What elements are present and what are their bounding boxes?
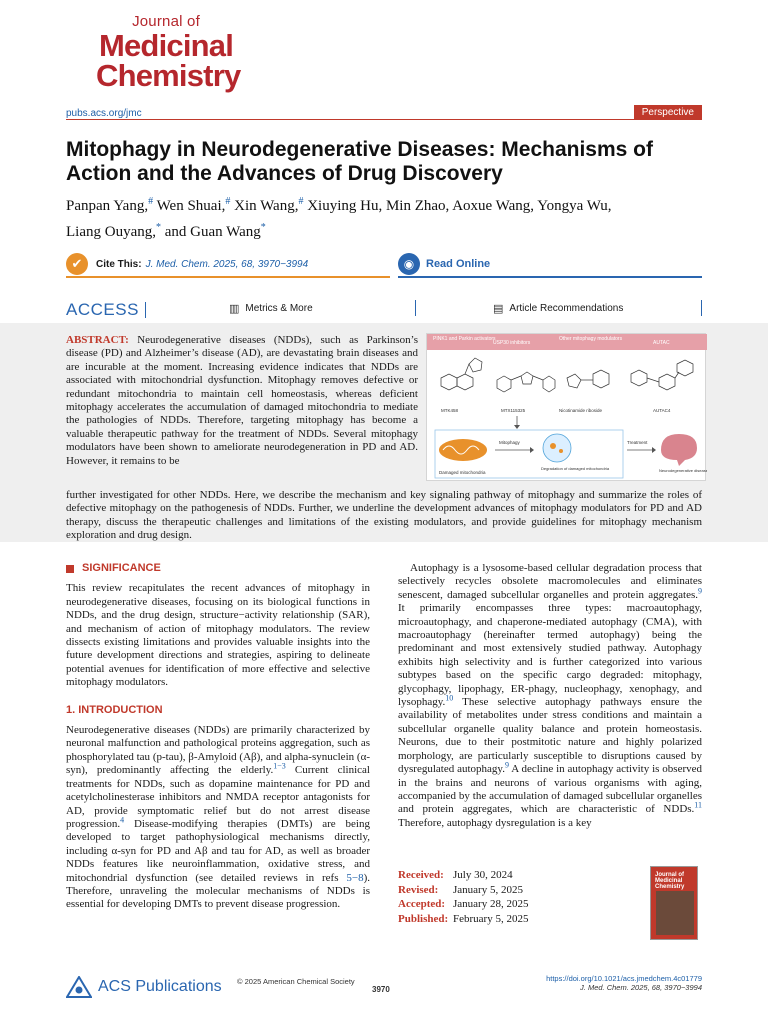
- footer-citation: J. Med. Chem. 2025, 68, 3970−3994: [580, 983, 702, 992]
- body-text: It primarily encompasses three types: macroautophagy, microautophagy, and chaperone-mediated autophagy (CMA), with macroautophagy (hereinafter termed autophagy) being the predominant and most extensively studied pathway. Autophagy exhibits high selectivity and is further categorized into various subtypes based on the specific cargo degraded: mitophagy, glycophagy, lipophagy, ER-phagy, nucleophagy, xenophagy, and lysophagy.: [398, 602, 702, 709]
- author-mark[interactable]: #: [298, 196, 304, 207]
- copyright-text: © 2025 American Chemical Society: [237, 977, 355, 986]
- toc-category-label: PINK1 and Parkin activators: [433, 336, 496, 342]
- author-name: Wen Shuai,: [156, 198, 226, 214]
- arrow-right-icon: [652, 447, 656, 453]
- process-label: Treatment: [627, 440, 648, 445]
- toc-category-label: USP30 inhibitors: [493, 340, 531, 346]
- molecule-structure-icon: [497, 372, 555, 392]
- date-label: Received:: [398, 869, 444, 881]
- acs-logo-icon: [66, 976, 92, 998]
- brain-icon: [661, 434, 697, 466]
- arrow-down-icon: [514, 425, 520, 429]
- cover-title-line: Chemistry: [655, 884, 685, 890]
- access-divider: [415, 300, 416, 316]
- doi-block: [546, 974, 702, 992]
- recommendations-label: Article Recommendations: [509, 303, 624, 314]
- process-label: Neurodegenerative diseases: [659, 468, 707, 473]
- toc-figure: [427, 334, 707, 482]
- compound-label: Nicotinamide riboside: [559, 408, 603, 413]
- cite-reference-link[interactable]: J. Med. Chem. 2025, 68, 3970−3994: [145, 258, 309, 270]
- cite-this-bar[interactable]: [66, 252, 390, 278]
- process-label: Mitophagy: [499, 440, 520, 445]
- intro-text: Neurodegenerative diseases (NDDs) are primarily characterized by neuronal malfunction and pathological proteins aggregation, such as phosphorylated tau (p-tau), β-Amyloid (Aβ), and alpha-synuclein (α-syn), predominantly affecting the elderly.: [66, 724, 370, 777]
- doi-link[interactable]: https://doi.org/10.1021/acs.jmedchem.4c01779: [546, 974, 702, 983]
- date-label: Accepted:: [398, 898, 446, 910]
- metrics-label: Metrics & More: [245, 303, 313, 314]
- date-value: July 30, 2024: [453, 869, 513, 881]
- article-type-badge: Perspective: [634, 105, 702, 120]
- lysosome-icon: [550, 443, 556, 449]
- date-row: [398, 912, 528, 927]
- abstract-label: ABSTRACT:: [66, 334, 129, 346]
- significance-heading: [66, 562, 370, 575]
- date-value: January 28, 2025: [453, 898, 529, 910]
- left-column: [66, 562, 370, 912]
- introduction-paragraph: [66, 724, 370, 912]
- journal-logo-line1: Journal of: [132, 13, 200, 30]
- author-name: Panpan Yang,: [66, 198, 149, 214]
- compound-label: AUTAC4: [653, 408, 671, 413]
- read-online-bar[interactable]: [398, 252, 702, 278]
- date-value: January 5, 2025: [453, 883, 523, 896]
- date-row: [398, 868, 528, 883]
- reference-link[interactable]: 5−8: [346, 871, 364, 884]
- access-label: ACCESS: [66, 300, 139, 319]
- significance-text: This review recapitulates the recent advances of mitophagy in neurodegenerative diseases, focusing on its biological functions in NDDs, and the drug design, structure−activity relationship (SAR), and mechanism of action of mitophagy modulators. The review dissects existing limitations and provides valuable insights into the future development directions and strategies, aspiring to delineate potential avenues for identification of more effective and selective mitophagy modulators.: [66, 582, 370, 689]
- cite-label: Cite This:: [96, 258, 142, 270]
- reference-link[interactable]: 9: [698, 586, 702, 596]
- journal-logo-line3: Chemistry: [96, 58, 241, 93]
- process-label: Damaged mitochondria: [439, 470, 486, 475]
- body-text: A decline in autophagy activity is observed in the brains and neurons of various organisms with aging, accompanied by the accumulation of damaged subcellular organelles and protein aggregates, which are characteristic of NDDs.: [398, 763, 703, 816]
- globe-icon: ◉: [398, 253, 420, 275]
- toc-category-label: AUTAC: [653, 340, 670, 346]
- author-mark[interactable]: #: [225, 196, 231, 207]
- access-divider: [145, 302, 146, 318]
- date-label: Published:: [398, 912, 449, 925]
- intro-text: Disease-modifying therapies (DMTs) are being developed to target pathophysiological mechanisms directly, including α-syn for PD and Aβ and tau for AD, as well as broader NDDs features like neuroinflammation, oxidative stress, and mitochondrial dysfunction (see detailed reviews in refs: [66, 817, 370, 884]
- document-list-icon: ▤: [493, 302, 504, 315]
- cover-portrait-image: [656, 891, 694, 935]
- toc-graphic[interactable]: [426, 333, 706, 481]
- section-marker-icon: [66, 565, 74, 573]
- article-dates: [398, 868, 528, 926]
- toc-category-label: Other mitophagy modulators: [559, 336, 623, 342]
- abstract-body: Neurodegenerative diseases (NDDs), such as Parkinson’s disease (PD) and Alzheimer’s disease (AD), are devastating brain diseases and are incurable at the moment. Increasing evidence indicates that NDDs are associated with mitochondrial dysfunction. Mitophagy removes defective or redundant mitochondria to maintain cell homeostasis, whereas deficient mitophagy accelerates the accumulation of damaged mitochondria to mediate the pathologies of NDDs. Therefore, targeting mitophagy has become a valuable therapeutic pathway for the treatment of NDDs. Several mitophagy modulators have been shown to ameliorate neurodegeneration in PD and AD. However, it remains to be: [66, 334, 419, 467]
- reference-link[interactable]: 9: [504, 760, 509, 770]
- article-title: Mitophagy in Neurodegenerative Diseases: Mechanisms of Action and the Advances of Drug Discovery: [66, 138, 653, 185]
- introduction-heading-text: 1. INTRODUCTION: [66, 703, 163, 716]
- date-row: [398, 897, 528, 912]
- intro-text: Current clinical treatments for NDDs, such as dopamine maintenance for PD and acetylcholinesterase inhibitors and NMDA receptor antagonists for AD, provide symptomatic relief but do not arrest disease progression.: [66, 764, 370, 830]
- cover-title: [655, 872, 695, 890]
- cover-title-line: Medicinal: [655, 878, 683, 884]
- mitochondria-icon: [439, 439, 487, 461]
- recommendations-button[interactable]: [493, 302, 623, 315]
- publisher-name: ACS Publications: [98, 978, 222, 995]
- journal-url-link[interactable]: pubs.acs.org/jmc: [66, 108, 142, 119]
- lysosome-icon: [543, 434, 571, 462]
- header-rule: [66, 119, 702, 120]
- author-mark[interactable]: *: [260, 222, 266, 233]
- reference-link[interactable]: 11: [694, 800, 702, 810]
- date-value: February 5, 2025: [453, 912, 529, 925]
- reference-link[interactable]: 1−3: [273, 761, 286, 771]
- significance-heading-text: SIGNIFICANCE: [82, 562, 161, 574]
- lysosome-icon: [559, 449, 563, 453]
- right-column: [398, 562, 702, 830]
- reference-link[interactable]: 4: [120, 815, 125, 825]
- body-text: These selective autophagy pathways ensure the availability of metabolites under stress conditions and maintain a subcellular organelle quality balance and protein homeostasis. Neurons, due to their postmitotic nature and highly polarized morphology, are particularly susceptible to disruptions caused by dysregulated autophagy.: [398, 696, 702, 776]
- access-divider: [701, 300, 702, 316]
- checkmark-icon: ✔: [66, 253, 88, 275]
- compound-label: MTX115325: [501, 408, 526, 413]
- journal-cover-thumbnail[interactable]: [650, 866, 698, 940]
- introduction-heading: [66, 704, 370, 717]
- author-name: Xiuying Hu, Min Zhao, Aoxue Wang, Yongya Wu,: [307, 198, 612, 214]
- autophagy-paragraph: [398, 562, 702, 830]
- author-mark[interactable]: *: [155, 222, 161, 233]
- author-list: [66, 191, 706, 243]
- author-name: and Guan Wang: [164, 224, 261, 240]
- page-number: 3970: [372, 985, 390, 994]
- reference-link[interactable]: 10: [445, 693, 454, 703]
- body-text: Autophagy is a lysosome-based cellular degradation process that selectively recycles obsolete macromolecules and eliminates senescent, damaged subcellular organelles and protein aggregates.: [398, 562, 702, 601]
- bar-chart-icon: ▥: [229, 302, 240, 315]
- molecule-structure-icon: [631, 360, 693, 390]
- access-bar: [66, 298, 702, 322]
- body-text: Therefore, autophagy dysregulation is a key: [398, 816, 592, 829]
- metrics-button[interactable]: [229, 302, 313, 315]
- molecule-structure-icon: [441, 358, 482, 390]
- process-label: Degradation of damaged mitochondria: [541, 466, 610, 471]
- journal-logo: [96, 13, 241, 93]
- cover-title-line: Journal of: [655, 872, 685, 878]
- read-online-link[interactable]: Read Online: [426, 258, 491, 270]
- abstract-text: [66, 334, 418, 468]
- intro-text: ). Therefore, unraveling the molecular mechanisms of NDDs is essential for developing DMTs to prevent disease progression.: [66, 871, 370, 911]
- author-name: Liang Ouyang,: [66, 224, 156, 240]
- author-mark[interactable]: #: [148, 196, 154, 207]
- arrow-right-icon: [530, 447, 534, 453]
- author-name: Xin Wang,: [234, 198, 299, 214]
- molecule-structure-icon: [567, 370, 609, 388]
- journal-logo-line2: Medicinal: [98, 28, 234, 63]
- abstract-continued: further investigated for other NDDs. Here, we describe the mechanism and key signaling pathway of mitophagy and summarize the roles of defective mitophagy on the pathogenesis of NDDs. Further, we underline the development advances of mitophagy modulators for PD and AD therapy, discuss the therapeutic challenges and limitations of the existing modulators, and provide guidelines for mitophagy mechanism exploration and drug design.: [66, 489, 702, 542]
- acs-publications-logo[interactable]: [66, 976, 222, 998]
- date-label: Revised:: [398, 883, 439, 896]
- date-row: [398, 883, 528, 898]
- compound-label: MTK458: [441, 408, 459, 413]
